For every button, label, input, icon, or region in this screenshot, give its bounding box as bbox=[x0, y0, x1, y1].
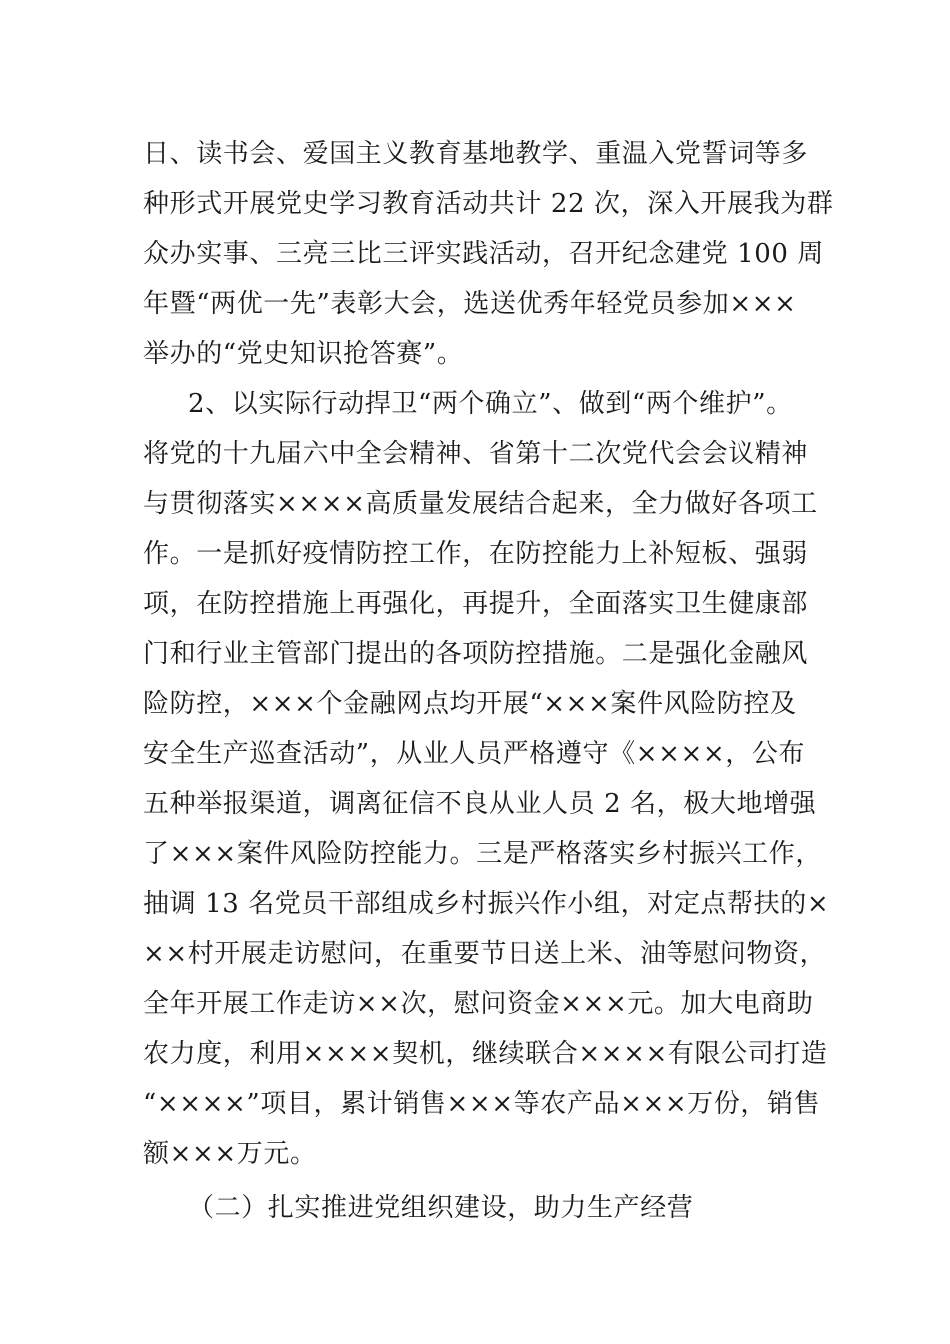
text-line: “××××”项目，累计销售×××等农产品×××万份，销售 bbox=[143, 1089, 821, 1119]
text-line: 全年开展工作走访××次，慰问资金×××元。加大电商助 bbox=[143, 989, 814, 1019]
text-line: 年暨“两优一先”表彰大会，选送优秀年轻党员参加××× bbox=[143, 289, 797, 319]
text-line: 作。一是抓好疫情防控工作，在防控能力上补短板、强弱 bbox=[143, 539, 809, 569]
text-line: 门和行业主管部门提出的各项防控措施。二是强化金融风 bbox=[143, 639, 809, 669]
text-line: 抽调 13 名党员干部组成乡村振兴作小组，对定点帮扶的× bbox=[143, 889, 830, 919]
text-line: 险防控，×××个金融网点均开展“×××案件风险防控及 bbox=[143, 689, 797, 719]
text-line: 项，在防控措施上再强化，再提升，全面落实卫生健康部 bbox=[143, 589, 809, 619]
text-line: 种形式开展党史学习教育活动共计 22 次，深入开展我为群 bbox=[143, 189, 834, 219]
text-line: 额×××万元。 bbox=[143, 1139, 317, 1169]
text-line: 众办实事、三亮三比三评实践活动，召开纪念建党 100 周 bbox=[143, 239, 824, 269]
text-line: 安全生产巡查活动”，从业人员严格遵守《××××，公布 bbox=[143, 739, 806, 769]
text-line: 举办的“党史知识抢答赛”。 bbox=[143, 339, 464, 369]
text-line: 农力度，利用××××契机，继续联合××××有限公司打造 bbox=[143, 1039, 828, 1069]
text-line: 五种举报渠道，调离征信不良从业人员 2 名，极大地增强 bbox=[143, 789, 817, 819]
text-line: 与贯彻落实××××高质量发展结合起来，全力做好各项工 bbox=[143, 489, 818, 519]
text-line: 日、读书会、爱国主义教育基地教学、重温入党誓词等多 bbox=[143, 139, 809, 169]
section-heading: （二）扎实推进党组织建设，助力生产经营 bbox=[188, 1193, 694, 1223]
text-line: 了×××案件风险防控能力。三是严格落实乡村振兴工作， bbox=[143, 839, 822, 869]
text-line: ××村开展走访慰问，在重要节日送上米、油等慰问物资， bbox=[143, 939, 827, 969]
numbered-paragraph-start: 2、以实际行动捍卫“两个确立”、做到“两个维护”。 bbox=[188, 389, 793, 419]
text-line: 将党的十九届六中全会精神、省第十二次党代会会议精神 bbox=[143, 439, 809, 469]
